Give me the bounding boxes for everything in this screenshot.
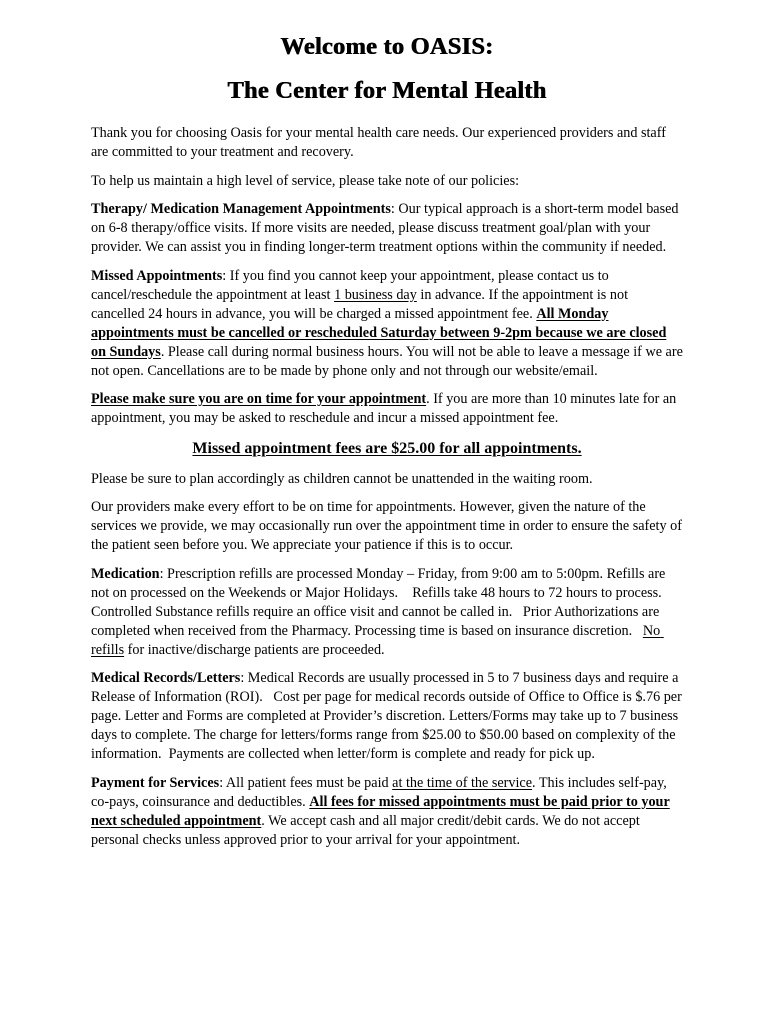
missed-appointments-policy (91, 267, 683, 381)
missed-text-1: : If you find you cannot keep your appointment, please contact us to cancel/reschedule the appointment at least (91, 267, 609, 303)
document-page (91, 26, 686, 859)
on-time-policy (91, 390, 683, 428)
missed-text-3: . Please call during normal business hours. You will not be able to leave a message if we are not open. Cancellations are to be made by phone only and not through our website/email. (91, 343, 683, 379)
page-subtitle: The Center for Mental Health (227, 77, 547, 104)
missed-heading: Missed Appointments (91, 267, 223, 284)
medication-policy (91, 565, 683, 660)
missed-underline: 1 business day (334, 286, 417, 303)
payment-underline: at the time of the service (392, 774, 533, 791)
payment-heading: Payment for Services (91, 774, 220, 791)
payment-text-2: . This includes self-pay, co-pays, coinsurance and deductibles. (91, 774, 667, 810)
on-time-text: . If you are more than 10 minutes late for an appointment, you may be asked to reschedule and incur a missed appointment fee. (91, 391, 677, 426)
no-refills: No refills (91, 622, 664, 658)
page-title: Welcome to OASIS: (280, 33, 494, 60)
missed-fees-rule: All fees for missed appointments must be paid prior to your next scheduled appointment (91, 793, 670, 829)
on-time-heading: Please make sure you are on time for your appointment (91, 391, 427, 407)
records-heading: Medical Records/Letters (91, 670, 241, 686)
fee-notice-text: Missed appointment fees are $25.00 for all appointments. (192, 439, 582, 457)
therapy-heading: Therapy/ Medication Management Appointments (91, 201, 391, 217)
therapy-text: : Our typical approach is a short-term model based on 6-8 therapy/office visits. If more visits are needed, please discuss treatment goal/plan with your provider. We can assist you in finding longer-term treatment options within the community if needed. (91, 201, 679, 255)
payment-policy (91, 774, 683, 850)
missed-text-2: in advance. If the appointment is not cancelled 24 hours in advance, you will be charged a missed appointment fee. (91, 286, 629, 322)
policies-intro: To help us maintain a high level of service, please take note of our policies: (91, 172, 520, 189)
therapy-policy (91, 200, 683, 257)
records-text: : Medical Records are usually processed in 5 to 7 business days and require a Release of Information (ROI). Cost per page for medical records outside of Office to Office is $.76 per page. Letter and Forms are completed at Provider’s discretion. Letters/Forms may take up to 7 business days to complete. The charge for letters/forms range from $25.00 to $50.00 based on complexity of the information. Payments are collected when letter/form is complete and ready for pick up. (91, 670, 686, 762)
medication-text-2: for inactive/discharge patients are proceeded. (124, 641, 385, 658)
intro-paragraph: Thank you for choosing Oasis for your mental health care needs. Our experienced providers and staff are committed to your treatment and recovery. (91, 125, 666, 160)
fee-notice (91, 438, 683, 460)
providers-notice: Our providers make every effort to be on time for appointments. However, given the nature of the services we provide, we may occasionally run over the appointment time in order to ensure the safety of the patient seen before you. We appreciate your patience if this is to occur. (91, 499, 682, 553)
medication-heading: Medication (91, 565, 160, 582)
monday-rule: All Monday appointments must be cancelled or rescheduled Saturday between 9-2pm because we are closed on Sundays (91, 305, 667, 360)
children-notice: Please be sure to plan accordingly as children cannot be unattended in the waiting room. (91, 470, 593, 487)
payment-text-3: . We accept cash and all major credit/debit cards. We do not accept personal checks unless approved prior to your arrival for your appointment. (91, 812, 640, 848)
medication-text-1: : Prescription refills are processed Monday – Friday, from 9:00 am to 5:00pm. Refills are not on processed on the Weekends or Major Holidays. Refills take 48 hours to 72 hours to process. Controlled Substance refills require an office visit and cannot be called in. Prior Authorizations are completed when received from the Pharmacy. Processing time is based on insurance discretion. (91, 565, 669, 639)
payment-text-1: : All patient fees must be paid (219, 774, 393, 791)
records-policy (91, 669, 686, 764)
